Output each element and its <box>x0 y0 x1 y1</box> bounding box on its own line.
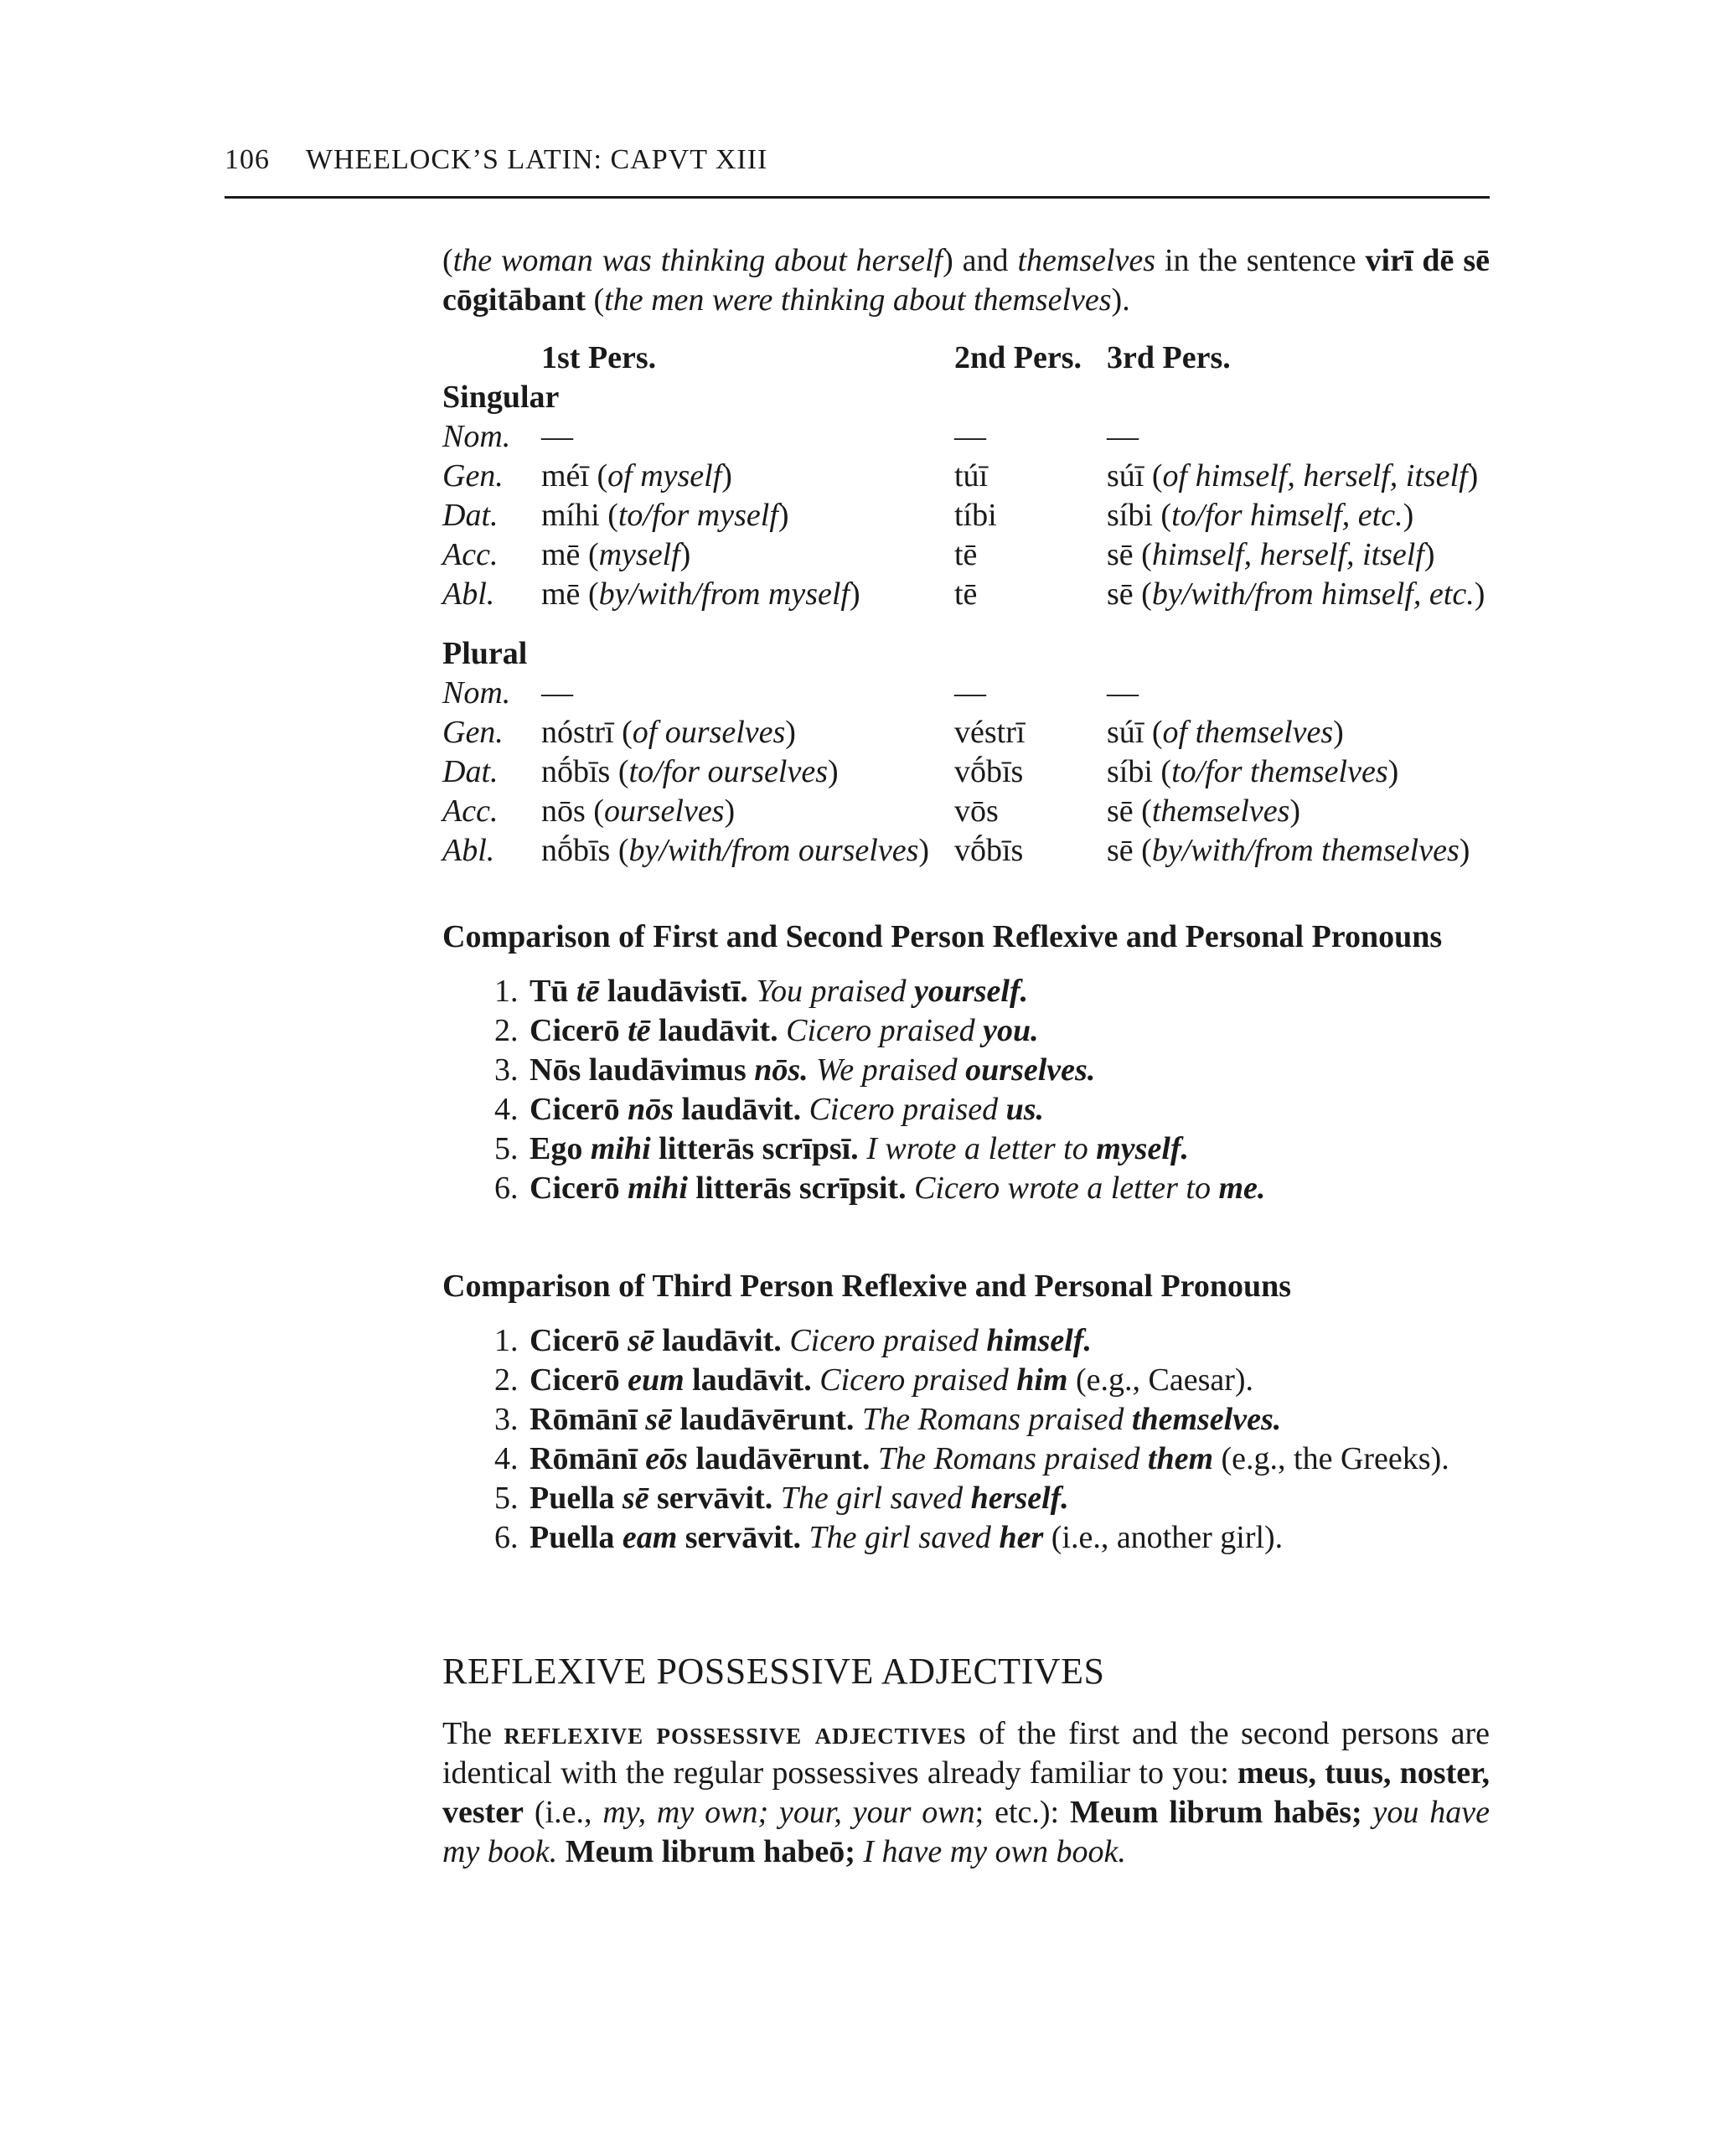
page-body <box>442 241 1490 1872</box>
item-number: 3. <box>494 1052 519 1088</box>
form-2nd: — <box>954 419 986 454</box>
translation-key: yourself. <box>913 974 1029 1009</box>
item-number: 5. <box>494 1481 519 1516</box>
latin: laudāvit. <box>684 1362 812 1398</box>
table-row: Dat. míhi (to/for myself) tíbi síbi (to/for himself, etc.) <box>442 496 1485 535</box>
table-row: Abl. mē (by/with/from myself) tē sē (by/with/from himself, etc.) <box>442 575 1485 614</box>
latin: laudāvit. <box>674 1092 802 1127</box>
case-label: Abl. <box>442 576 495 612</box>
column-header: 2nd Pers. <box>954 340 1082 375</box>
latin-pronoun: nōs <box>628 1092 674 1127</box>
translation-key: themselves. <box>1131 1402 1282 1437</box>
form-1st: nōs <box>541 793 586 829</box>
gloss: to/for himself, etc. <box>1171 498 1403 533</box>
form-1st: mē <box>541 576 581 612</box>
translation-key: you. <box>983 1013 1039 1048</box>
item-number: 1. <box>494 1323 519 1358</box>
latin: litterās scrīpsī. <box>650 1131 859 1166</box>
translation: The girl saved <box>772 1481 971 1516</box>
latin: laudāvērunt. <box>671 1402 855 1437</box>
table-row <box>442 674 1485 713</box>
translation-key: us. <box>1005 1092 1045 1127</box>
list-item <box>494 1518 1490 1558</box>
list-item <box>494 972 1490 1011</box>
latin: Cicerō <box>530 1362 628 1398</box>
gloss: to/for ourselves <box>628 754 828 789</box>
intro-text: the woman was thinking about herself <box>452 243 943 278</box>
item-number: 6. <box>494 1520 519 1555</box>
singular-label: Singular <box>442 380 560 415</box>
header-rule <box>225 196 1490 199</box>
latin: Cicerō <box>530 1171 628 1206</box>
list-item <box>494 1129 1490 1169</box>
page-number: 106 <box>225 144 270 175</box>
item-number: 1. <box>494 974 519 1009</box>
translation-key: herself. <box>970 1481 1069 1516</box>
list-item <box>494 1361 1490 1400</box>
form-1st: nóstrī <box>541 715 614 750</box>
form-2nd: véstrī <box>954 715 1026 750</box>
case-label: Dat. <box>442 498 499 533</box>
translation: The girl saved <box>801 1520 1000 1555</box>
gloss: ourselves <box>603 793 725 829</box>
chapter-title: WHEELOCK’S LATIN: CAPVT XIII <box>305 144 768 175</box>
comparison2-list <box>442 1321 1490 1558</box>
gloss: of themselves <box>1162 715 1334 750</box>
form-3rd: sē <box>1107 537 1134 572</box>
form-2nd: vṓbīs <box>954 833 1024 868</box>
form-1st: míhi <box>541 498 600 533</box>
latin-pronoun: sē <box>622 1481 649 1516</box>
translation: The Romans praised <box>854 1402 1132 1437</box>
list-item <box>494 1051 1490 1090</box>
item-number: 4. <box>494 1092 519 1127</box>
intro-paragraph: (the woman was thinking about herself) and themselves in the sentence virī dē sē cōgitābant (the men were thinking about themselves). <box>442 243 1490 318</box>
intro-text: the men were thinking about themselves <box>604 282 1112 318</box>
intro-text: in the sentence <box>1155 243 1366 278</box>
gloss: I have my own book. <box>855 1834 1126 1869</box>
case-label: Acc. <box>442 793 499 829</box>
table-row <box>442 417 1485 457</box>
gloss: by/with/from himself, etc. <box>1151 576 1475 612</box>
item-number: 3. <box>494 1402 519 1437</box>
translation-key: them <box>1147 1441 1214 1476</box>
latin: laudāvērunt. <box>687 1441 871 1476</box>
form-3rd: — <box>1107 419 1139 454</box>
comparison2-title: Comparison of Third Person Reflexive and Personal Pronouns <box>442 1269 1292 1304</box>
case-label: Acc. <box>442 537 499 572</box>
section-paragraph <box>442 1714 1490 1872</box>
gloss: to/for myself <box>617 498 778 533</box>
column-header: 3rd Pers. <box>1107 340 1231 375</box>
case-label: Dat. <box>442 754 499 789</box>
form-2nd: tē <box>954 537 978 572</box>
latin-pronoun: mihi <box>590 1131 651 1166</box>
form-1st: — <box>541 675 573 711</box>
latin: litterās scrīpsit. <box>687 1171 907 1206</box>
intro-text: and <box>953 243 1018 278</box>
item-number: 2. <box>494 1362 519 1398</box>
item-number: 5. <box>494 1131 519 1166</box>
translation-key: her <box>999 1520 1044 1555</box>
latin-pronoun: sē <box>628 1323 654 1358</box>
gloss: by/with/from ourselves <box>628 833 919 868</box>
table-row: Acc. nōs (ourselves) vōs sē (themselves) <box>442 792 1485 831</box>
form-3rd: síbi <box>1107 754 1153 789</box>
list-item <box>494 1011 1490 1051</box>
latin-pronoun: mihi <box>628 1171 688 1206</box>
form-2nd: — <box>954 675 986 711</box>
latin: Cicerō <box>530 1013 628 1048</box>
table-row: Acc. mē (myself) tē sē (himself, herself, itself) <box>442 535 1485 575</box>
case-label: Gen. <box>442 458 504 494</box>
gloss: himself, herself, itself <box>1151 537 1424 572</box>
latin-pronoun: eam <box>622 1520 678 1555</box>
item-number: 4. <box>494 1441 519 1476</box>
latin: Ego <box>530 1131 591 1166</box>
gloss: you have my book. <box>442 1795 1491 1869</box>
translation: Cicero praised <box>811 1362 1017 1398</box>
translation: Cicero praised <box>801 1092 1006 1127</box>
note: (e.g., the Greeks). <box>1213 1441 1449 1476</box>
latin: Puella <box>530 1481 623 1516</box>
translation-key: myself. <box>1096 1131 1190 1166</box>
form-3rd: súī <box>1107 458 1144 494</box>
form-2nd: tíbi <box>954 498 997 533</box>
gloss: of himself, herself, itself <box>1162 458 1468 494</box>
list-item <box>494 1321 1490 1361</box>
latin: Nōs laudāvimus <box>530 1052 755 1088</box>
declension-table <box>442 339 1485 871</box>
latin-pronoun: eōs <box>645 1441 688 1476</box>
para-text: The <box>442 1716 504 1751</box>
para-text: ; etc.): <box>974 1795 1070 1830</box>
gloss: myself <box>598 537 680 572</box>
latin: Rōmānī <box>530 1402 646 1437</box>
form-3rd: sē <box>1107 833 1134 868</box>
running-head <box>225 144 767 176</box>
intro-text: themselves <box>1017 243 1156 278</box>
plural-label: Plural <box>442 636 528 671</box>
gloss: of ourselves <box>632 715 786 750</box>
form-3rd: súī <box>1107 715 1144 750</box>
form-2nd: vṓbīs <box>954 754 1024 789</box>
gloss: by/with/from myself <box>598 576 850 612</box>
translation-key: himself. <box>986 1323 1092 1358</box>
comparison1-list <box>442 972 1490 1208</box>
form-1st: nṓbīs <box>541 754 611 789</box>
translation: Cicero praised <box>778 1013 984 1048</box>
note: (i.e., another girl). <box>1043 1520 1284 1555</box>
list-item <box>494 1479 1490 1518</box>
column-header <box>442 339 541 378</box>
column-header: 1st Pers. <box>541 340 657 375</box>
latin: Rōmānī <box>530 1441 646 1476</box>
case-label: Nom. <box>442 419 511 454</box>
latin: Meum librum habeō; <box>557 1834 855 1869</box>
latin: laudāvit. <box>650 1013 778 1048</box>
table-row: Gen. méī (of myself) túī súī (of himself, herself, itself) <box>442 457 1485 496</box>
list-item <box>494 1090 1490 1129</box>
comparison1-title: Comparison of First and Second Person Reflexive and Personal Pronouns <box>442 919 1443 954</box>
item-number: 6. <box>494 1171 519 1206</box>
latin: Tū <box>530 974 576 1009</box>
table-row: Dat. nṓbīs (to/for ourselves) vṓbīs síbi (to/for themselves) <box>442 752 1485 792</box>
form-1st: méī <box>541 458 589 494</box>
form-2nd: vōs <box>954 793 999 829</box>
case-label: Gen. <box>442 715 504 750</box>
translation: You praised <box>747 974 914 1009</box>
list-item <box>494 1400 1490 1439</box>
translation: We praised <box>808 1052 966 1088</box>
gloss: themselves <box>1151 793 1290 829</box>
form-2nd: túī <box>954 458 989 494</box>
latin-pronoun: tē <box>628 1013 651 1048</box>
latin: servāvit. <box>648 1481 773 1516</box>
latin: Cicerō <box>530 1092 628 1127</box>
table-header-row <box>442 339 1485 378</box>
latin-sentence: virī dē sē cōgitābant <box>442 243 1490 318</box>
translation: Cicero wrote a letter to <box>906 1171 1219 1206</box>
gloss: my, my own; your, your own <box>602 1795 975 1830</box>
latin: Puella <box>530 1520 623 1555</box>
latin-pronoun: nōs. <box>754 1052 809 1088</box>
translation: I wrote a letter to <box>858 1131 1097 1166</box>
latin: servāvit. <box>677 1520 801 1555</box>
form-3rd: síbi <box>1107 498 1153 533</box>
latin: laudāvit. <box>654 1323 782 1358</box>
latin: Cicerō <box>530 1323 628 1358</box>
section-title: REFLEXIVE POSSESSIVE ADJECTIVES <box>442 1651 1105 1692</box>
latin-pronoun: eum <box>628 1362 685 1398</box>
item-number: 2. <box>494 1013 519 1048</box>
latin: laudāvistī. <box>599 974 748 1009</box>
translation-key: me. <box>1218 1171 1266 1206</box>
term: reflexive possessive adjectives <box>504 1716 967 1751</box>
translation: The Romans praised <box>870 1441 1148 1476</box>
latin: Meum librum habēs; <box>1069 1795 1362 1830</box>
gloss: to/for themselves <box>1171 754 1388 789</box>
case-label: Abl. <box>442 833 495 868</box>
translation: Cicero praised <box>781 1323 987 1358</box>
case-label: Nom. <box>442 675 511 711</box>
translation-key: ourselves. <box>965 1052 1096 1088</box>
form-3rd: sē <box>1107 576 1134 612</box>
table-row: Abl. nṓbīs (by/with/from ourselves) vṓbīs sē (by/with/from themselves) <box>442 831 1485 871</box>
form-2nd: tē <box>954 576 978 612</box>
list-item <box>494 1439 1490 1479</box>
translation-key: him <box>1016 1362 1068 1398</box>
para-text: of the first and the second persons are identical with the regular possessives already familiar to you: <box>442 1716 1490 1791</box>
gloss: of myself <box>607 458 722 494</box>
list-item <box>494 1169 1490 1208</box>
form-1st: — <box>541 419 573 454</box>
note: (e.g., Caesar). <box>1067 1362 1254 1398</box>
form-3rd: — <box>1107 675 1139 711</box>
form-1st: nṓbīs <box>541 833 611 868</box>
latin: meus, tuus, noster, vester <box>442 1755 1490 1830</box>
table-row: Gen. nóstrī (of ourselves) véstrī súī (of themselves) <box>442 713 1485 752</box>
para-text: (i.e., <box>524 1795 603 1830</box>
gloss: by/with/from themselves <box>1151 833 1460 868</box>
latin-pronoun: sē <box>645 1402 672 1437</box>
form-1st: mē <box>541 537 581 572</box>
latin-pronoun: tē <box>576 974 600 1009</box>
form-3rd: sē <box>1107 793 1134 829</box>
